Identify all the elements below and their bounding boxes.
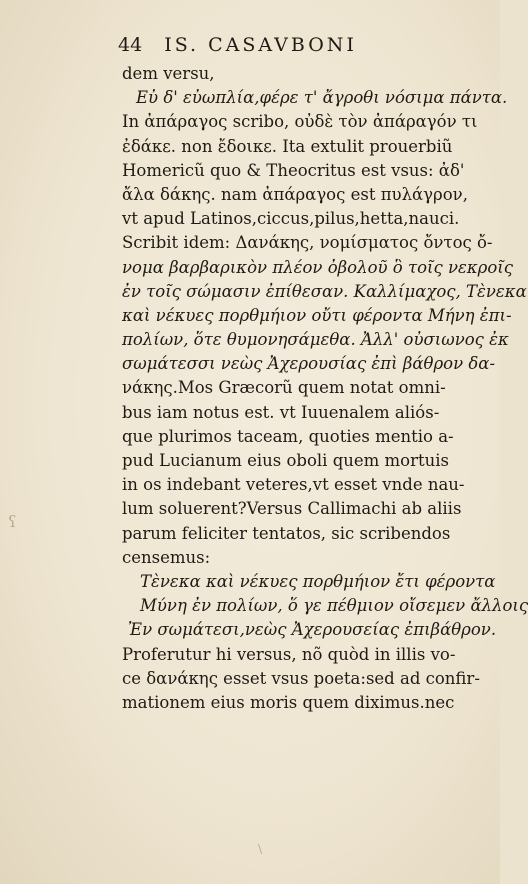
text-line: Scribit idem: Δανάκης, νομίσματος ὄντος ὄ- (122, 233, 493, 253)
text-line-greek: καὶ νέκυες πορθμήιον οὔτι φέροντα Μήνη ἐπι- (122, 305, 512, 325)
text-line-greek: σωμάτεσσι νεὼς Ἀχερουσίας ἐπὶ βάθρον δα- (122, 354, 496, 374)
text-line: νάκης.Mos Græcorũ quem notat omni- (122, 378, 446, 398)
text-line: vt apud Latinos,ciccus,pilus,hetta,nauci. (122, 209, 460, 229)
text-line: mationem eius moris quem diximus.nec (122, 692, 455, 712)
text-line: parum feliciter tentatos, sic scribendos (122, 523, 451, 543)
text-line: dem versu, (122, 64, 215, 83)
text-line: ce δανάκης esset vsus poeta:sed ad confir- (122, 668, 480, 688)
text-line-greek: ἐν τοῖς σώμασιν ἐπίθεσαν. Καλλίμαχος, Τὲνεκα (122, 281, 527, 301)
text-line-greek: νομα βαρβαρικὸν πλέον ὀβολοῦ ὃ τοῖς νεκροῖς (122, 257, 514, 277)
text-line: In ἀπάραγος scribo, οὐδὲ τὸν ἀπάραγόν τι (122, 112, 478, 132)
verse-line: Τὲνεκα καὶ νέκυες πορθμήιον ἔτι φέροντα (140, 571, 496, 591)
running-title: IS. CASAVBONI (164, 34, 357, 56)
text-line: ἄλα δάκης. nam ἀπάραγος est πυλάγρον, (122, 184, 468, 204)
text-line: in os indebant veteres,vt esset vnde nau- (122, 475, 465, 495)
text-line: censemus: (122, 547, 211, 567)
text-line: ἐδάκε. non ἔδοικε. Ita extulit prouerbiũ (122, 136, 453, 156)
body-text (122, 62, 528, 715)
page-number: 44 (118, 34, 143, 56)
text-line-greek: Εὐ δ' εὐωπλία,φέρε τ' ἄγροθι νόσιμα πάντα. (136, 88, 508, 108)
text-line: lum soluerent?Versus Callimachi ab aliis (122, 499, 462, 519)
text-line: Proferutur hi versus, nõ quòd in illis vo- (122, 644, 456, 664)
text-line: que plurimos taceam, quoties mentio a- (122, 426, 454, 446)
verse-line: Μύνη ἐν πολίων, ὅ γε πέθμιον οἴσεμεν ἄλλοις (140, 596, 528, 616)
text-line-greek: πολίων, ὅτε θυμονησάμεθα. Ἀλλ' οὐσιωνος ἐκ (122, 330, 509, 350)
text-line: bus iam notus est. vt Iuuenalem aliós- (122, 402, 440, 422)
text-line: pud Lucianum eius oboli quem mortuis (122, 451, 450, 470)
margin-mark: ʕ (8, 512, 17, 531)
page-blemish: \ (258, 842, 263, 856)
running-header (118, 34, 478, 56)
verse-line: Ἐν σωμάτεσι,νεὼς Ἀχερουσείας ἐπιβάθρον. (128, 620, 497, 640)
text-line: Homericũ quo & Theocritus est vsus: ἀδ' (122, 160, 465, 180)
